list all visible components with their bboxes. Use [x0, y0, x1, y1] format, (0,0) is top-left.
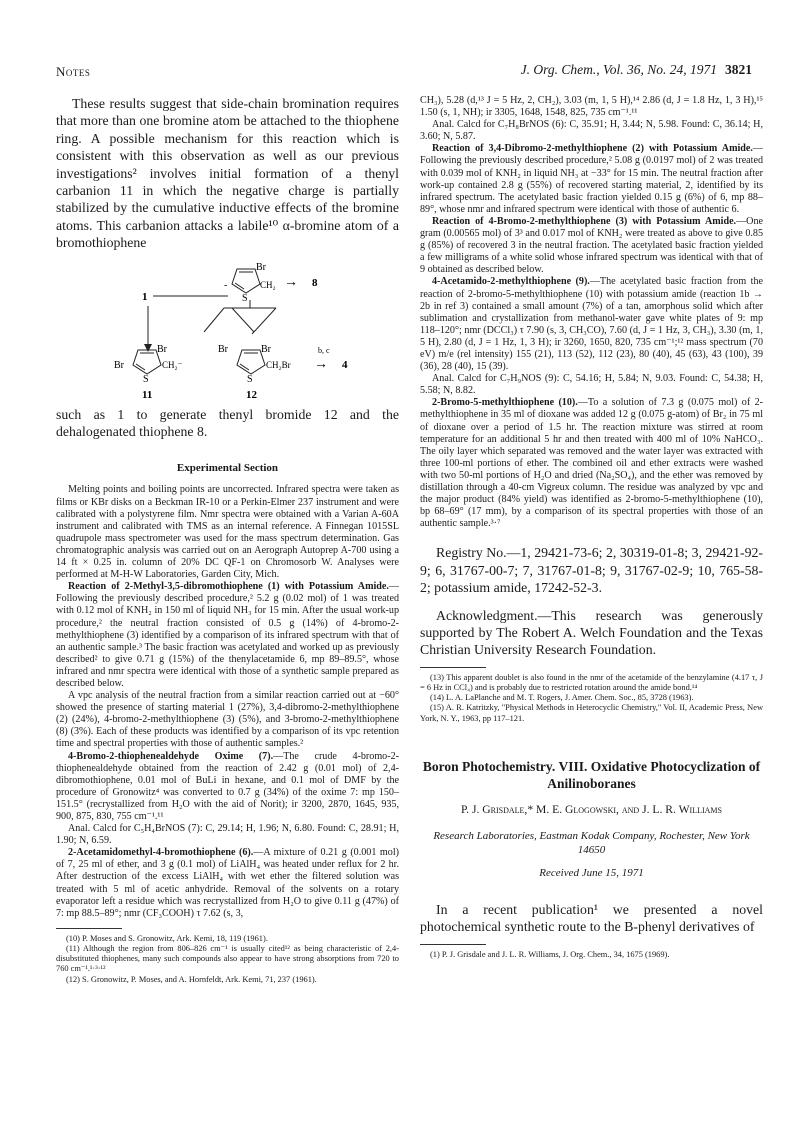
arrow-to-8: → [284, 274, 298, 290]
reaction-3-heading: Reaction of 4-Bromo-2-methylthiophene (3) with Potassium Amide. [432, 215, 737, 227]
reaction-4-heading: 4-Acetamido-2-methylthiophene (9). [432, 276, 590, 288]
experimental-section-title: Experimental Section [176, 462, 279, 475]
s-11-label: S [143, 373, 149, 385]
next-paper-footnote-1: (1) P. J. Grisdale and J. L. R. Williams, J. Org. Chem., 34, 1675 (1969). [430, 949, 670, 959]
br-12-left: Br [218, 343, 228, 355]
journal-citation: J. Org. Chem., Vol. 36, No. 24, 1971 [520, 62, 717, 77]
reaction-1-heading: Reaction of 2-Methyl-3,5-dibromothiophene (1) with Potassium Amide. [68, 581, 389, 593]
arrow-to-4: → [314, 356, 328, 372]
s-12-label: S [247, 373, 253, 385]
next-paper-affiliation: Research Laboratories, Eastman Kodak Company, Rochester, New York 14650 [433, 829, 750, 856]
br-11-left: Br [114, 359, 124, 371]
oxime-body: —The crude 4-bromo-2-thiophenealdehyde obtained from the reaction of 2.42 g (0.01 mol) of 2,4-dibromothiophene, 0.01 mol of BuLi in hexane, and 0.1 mol of DMF by the procedure of Gronowitz⁴ was converted to 0.7 g (34%) of the oxime 7: mp 150–151.5° (recrystallized from H₂O with the aid of Norit); ir 3200, 2870, 1645, 935, 900, 875, 830, 755 cm⁻¹.¹¹ [56, 750, 399, 822]
acetamide-heading: 2-Acetamidomethyl-4-bromothiophene (6). [68, 847, 254, 859]
reaction-2-body: —Following the previously described procedure,² 5.08 g (0.0197 mol) of 2 was treated with 0.039 mol of KNH₂ in liquid NH₃ at −33° for 15 min. The neutral fraction after work-up contained 2.8 g (55%) of recovered starting material, 2, identified by its infrared spectrum. The acetylated basic fraction yielded 0.15 g (6%) of 6, mp 88–89°, whose nmr and infrared spectrum were identical with those of authentic 6. [420, 143, 763, 215]
top-minus-label: - [224, 279, 228, 291]
intro-paragraph: These results suggest that side-chain bromination requires that more than one bromine atom be attached to the thiophene ring. A possible mechanism for this reaction which is consistent with this observation as well as our previous investigations² involves initial formation of a thenyl carbanion 11 in which the negative charge is partially stabilized by the cumulative inductive effects of the bromine atoms. This carbanion attacks a labile¹⁰ α-bromine atom of a bromothiophene [56, 96, 399, 251]
footnote-13: (13) This apparent doublet is also found in the nmr of the acetamide of the benzylamine (4.17 τ, J = 6 Hz in CCl₄) and is probably due to restricted rotation around the amide bond.¹⁴ [420, 672, 763, 693]
exp-general-paragraph: Melting points and boiling points are uncorrected. Infrared spectra were taken as films or KBr disks on a Beckman IR-10 or a Perkin-Elmer 237 instrument and were calibrated with a polystyrene film. Nmr spectra were obtained with a Varian A-60A instrument and calibrated with TMS as an internal reference. A Finnegan 1015SL quadrupole mass spectrometer was used for the mass spectrum determination. Gas chromatographic analysis was carried out on an Aerograph Autoprep A-700 using a 14 ft × 0.25 in. column of 20% DC QF-1 on Chromosorb W. Analyses were performed at M-H-W Laboratories, Garden City, Mich. [56, 484, 399, 581]
ch2-11-label: CH₂⁻ [162, 359, 183, 370]
footnote-15: (15) A. R. Katritzky, "Physical Methods in Heterocyclic Chemistry," Vol. II, Academic Press, New York, N. Y., 1963, pp 117–121. [420, 703, 763, 723]
reaction-4-body: —The acetylated basic fraction from the reaction of 2-bromo-5-methylthiophene (10) with potassium amide (reaction 1b → 2b in ref 3) contained a small amount (7%) of a tan, amorphous solid which after sublimation and crystallization from methanol-water gave white plates of 9: mp 118–120°; nmr (DCCl₃) τ 7.90 (s, 3, CH₃CO), 7.60 (d, J = 1 Hz, 3, CH₃), 3.30 (m, 1, 5 H), 2.80 (d, J = 1 Hz, 1, 3 H); ir 3260, 1650, 820, 735 cm⁻¹;¹² mass spectrum (70 eV) m/e (rel intensity) 155 (21), 113 (52), 112 (23), 80 (40), 45 (63), 43 (100), 39 (36), 28 (40), 15 (39). [420, 276, 763, 373]
top-s-label: S [242, 292, 248, 304]
acetamide-continuation: CH₃), 5.28 (d,¹³ J = 5 Hz, 2, CH₂), 3.03 (m, 1, 5 H),¹⁴ 2.86 (d, J = 1.8 Hz, 1, 3 H),¹⁵ 1.50 (s, 1, NH); ir 3305, 1648, 1548, 825, 735 cm⁻¹.¹¹ [420, 95, 763, 119]
left-column [56, 95, 399, 985]
reaction-2-paragraph [420, 143, 763, 216]
footnote-rule-right [420, 667, 486, 668]
reaction-1-paragraph [56, 581, 399, 690]
reaction-1-body: —Following the previously described procedure,² 5.2 g (0.02 mol) of 1 was treated with 0.12 mol of KNH₂ in 150 ml of liquid NH₃ for 15 min. After the usual work-up procedure,² the neutral fraction consisted of 0.5 g (14%) of 4-bromo-2-methylthiophene (3) identified by a comparison of its infrared spectrum with that of an authentic sample.³ The basic fraction was acetylated and worked up as previously described² to give 0.71 g (15%) of the thenylacetamide 6, mp 89–89.5°, whose infrared and nmr spectra were identical with those of a synthetic sample prepared as described below. [56, 581, 399, 689]
vpc-paragraph: A vpc analysis of the neutral fraction from a similar reaction carried out at −60° showed the presence of starting material 1 (27%), 3,4-dibromo-2-methylthiophene (2) (24%), 4-bromo-2-methylthiophene (3) (5%), and 3-bromo-2-methylthiophene (8) (3%). Each of these products was identified by a comparison of its vpc retention time and spectral properties with those of authentic samples.² [56, 690, 399, 750]
top-ch2-label: CH₂ [260, 279, 276, 290]
intro-continuation: such as 1 to generate thenyl bromide 12 and the dehalogenated thiophene 8. [56, 406, 399, 440]
reaction-3-body: —One gram (0.00565 mol) of 3³ and 0.017 mol of KNH₂ were treated as above to give 0.85 g (85%) of recovered 3 in the neutral fraction. The acetylated basic fraction yielded a few milligrams of a white solid whose infrared spectrum was identical with that of 9 obtained as described below. [420, 215, 763, 276]
reaction-4-analysis: Anal. Calcd for C₇H₉NOS (9): C, 54.16; H, 5.84; N, 9.03. Found: C, 54.38; H, 5.58; N, 8.82. [420, 373, 763, 397]
ch2br-12-label: CH₂Br [266, 359, 291, 370]
compound-8-label: 8 [312, 276, 318, 289]
next-paper-title: Boron Photochemistry. VIII. Oxidative Photocyclization of Anilinoboranes [422, 758, 761, 791]
top-br-label: Br [256, 261, 266, 273]
br-11-top: Br [157, 343, 167, 355]
registry-numbers: Registry No.—1, 29421-73-6; 2, 30319-01-8; 3, 29421-92-9; 6, 31767-00-7; 7, 31767-01-8; 9, 31767-02-9; 10, 765-58-2; potassium amide, 17242-52-3. [420, 545, 763, 596]
next-paper-intro: In a recent publication¹ we presented a novel photochemical synthetic route to the B-phenyl derivatives of [420, 901, 763, 935]
footnote-14: (14) L. A. LaPlanche and M. T. Rogers, J. Amer. Chem. Soc., 85, 3728 (1963). [430, 693, 694, 703]
compound-4-label: 4 [342, 358, 348, 371]
next-paper-received: Received June 15, 1971 [539, 866, 644, 879]
running-head-journal [521, 62, 752, 78]
reaction-5-paragraph [420, 397, 763, 530]
reagents-label: b, c [318, 345, 330, 355]
footnote-rule [56, 928, 122, 929]
reaction-3-paragraph [420, 216, 763, 276]
next-paper-authors: P. J. Grisdale,* M. E. Glogowski, and J. L. R. Williams [461, 802, 722, 816]
reaction-2-heading: Reaction of 3,4-Dibromo-2-methylthiophene (2) with Potassium Amide. [432, 143, 753, 155]
right-column [420, 95, 763, 960]
acetamide-body: —A mixture of 0.21 g (0.001 mol) of 7, 25 ml of ether, and 3 g (0.1 mol) of LiAlH₄ was heated under reflux for 2 hr. After destruction of the excess LiAlH₄ with wet ether the filtered solution was treated with 5 ml of acetic anhydride. Removal of the solvents on a rotary evaporator left a residue which was recrystallized from H₂O to give 0.11 g (47%) of 7: mp 88.5–89°; nmr (CF₃COOH) τ 7.62 (s, 3, [56, 847, 399, 919]
page-number: 3821 [725, 62, 752, 77]
compound-1-label: 1 [142, 290, 148, 303]
acetamide-paragraph [56, 847, 399, 920]
compound-11-label: 11 [142, 388, 153, 401]
acetamide-analysis: Anal. Calcd for C₇H₈BrNOS (6): C, 35.91; H, 3.44; N, 5.98. Found: C, 36.14; H, 3.60; N, 5.87. [420, 119, 763, 143]
reaction-5-heading: 2-Bromo-5-methylthiophene (10). [432, 397, 578, 409]
br-12-top: Br [261, 343, 271, 355]
oxime-analysis: Anal. Calcd for C₅H₄BrNOS (7): C, 29.14; H, 1.96; N, 6.80. Found: C, 28.91; H, 1.90; N, 6.59. [56, 823, 399, 847]
footnote-10: (10) P. Moses and S. Gronowitz, Ark. Kemi, 18, 119 (1961). [66, 933, 268, 943]
oxime-paragraph [56, 751, 399, 824]
reaction-scheme [56, 260, 399, 402]
running-head-section: Notes [56, 64, 91, 79]
acknowledgment: Acknowledgment.—This research was generously supported by The Robert A. Welch Foundation and the Texas Christian University Research Foundation. [420, 607, 763, 658]
footnote-11: (11) Although the region from 806–826 cm⁻¹ is usually cited¹² as being characteristic of 2,4-disubstituted thiophenes, many such compounds also appear to have strong absorptions from 720 to 760 cm⁻¹.¹·³·¹² [56, 944, 399, 974]
oxime-heading: 4-Bromo-2-thiophenealdehyde Oxime (7). [68, 750, 274, 762]
compound-12-label: 12 [246, 388, 257, 401]
reaction-5-body: —To a solution of 7.3 g (0.075 mol) of 2-methylthiophene in 35 ml of dioxane was added 12 g (0.075 g-atom) of Br₂ in 75 ml of dioxane over a period of 1.5 hr. The reaction mixture was stirred at room temperature for an additional 5 hr and then treated with 400 ml of 10% NaHCO₃. The oily layer which separated was removed and the water layer was extracted with three 100-ml portions of ether. The combined oil and ether extracts were washed with two 50-ml portions of H₂O and dried (Na₂SO₄), and the ether was removed by distillation through a 40-cm Vigreux column. The residue was analyzed by vpc and the major product (84% yield) was identified as 2-bromo-5-methylthiophene (10), bp 68–69° (17 mm), by a comparison of its spectral properties with those of an authentic sample.³·⁷ [420, 397, 763, 530]
reaction-4-paragraph [420, 276, 763, 373]
footnote-rule-next [420, 944, 486, 945]
footnote-12: (12) S. Gronowitz, P. Moses, and A. Hornfeldt, Ark. Kemi, 71, 237 (1961). [66, 974, 317, 984]
